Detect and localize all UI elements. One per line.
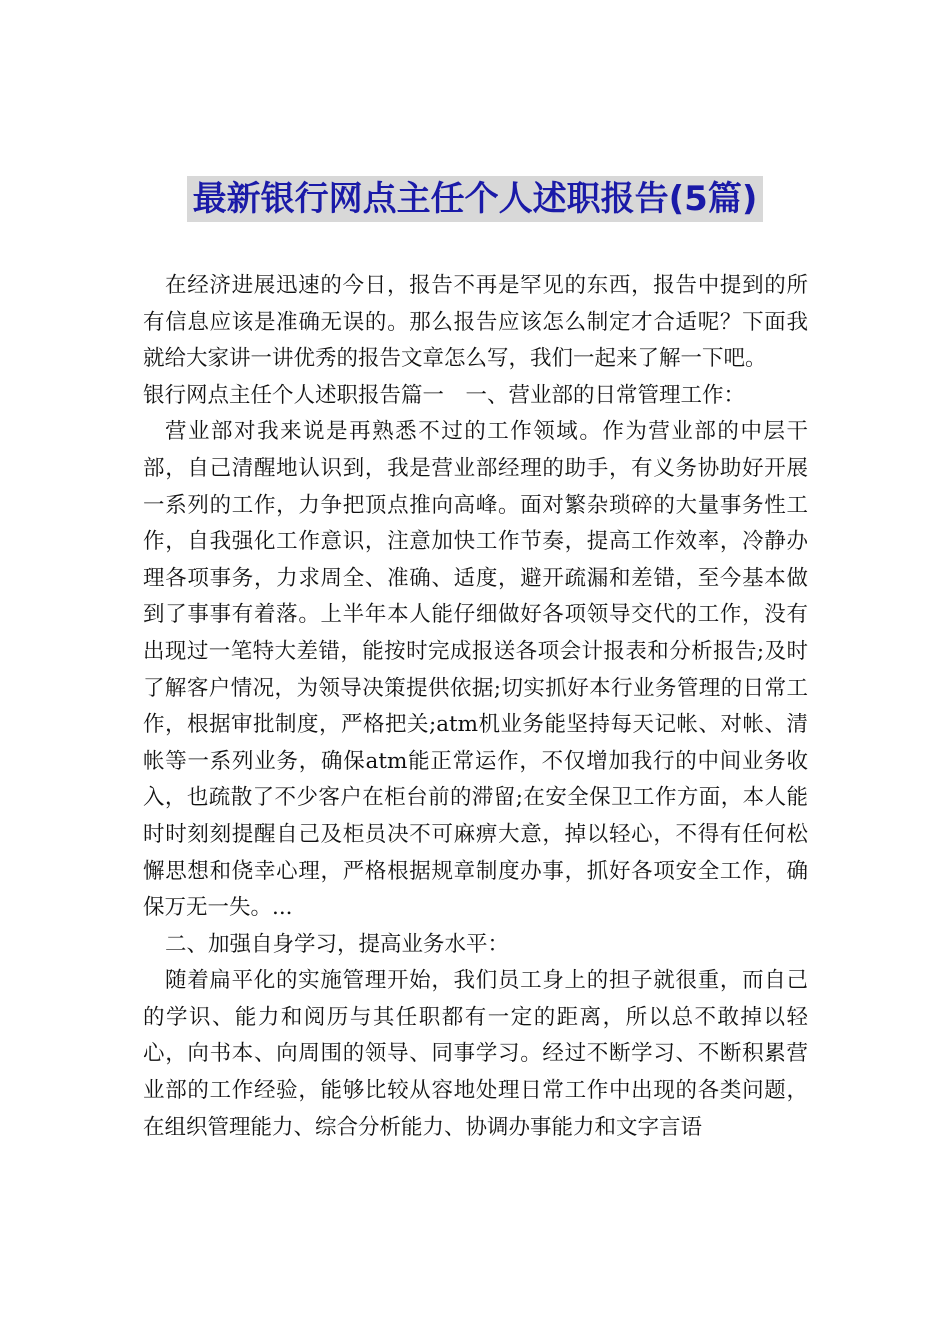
document-title: 最新银行网点主任个人述职报告(5篇) [187, 176, 764, 222]
section-heading-2: 二、加强自身学习，提高业务水平： [165, 931, 510, 957]
body-paragraph-2: 随着扁平化的实施管理开始，我们员工身上的担子就很重，而自己的学识、能力和阅历与其任职都有一定的距离，所以总不敢掉以轻心，向书本、向周围的领导、同事学习。经过不断学习、不断积累营业部的工作经验，能够比较从容地处理日常工作中出现的各类问题，在组织管理能力、综合分析能力、协调办事能力和文字言语 [143, 968, 808, 1140]
section-heading-1: 银行网点主任个人述职报告篇一 一、营业部的日常管理工作： [143, 382, 746, 408]
intro-paragraph: 在经济进展迅速的今日，报告不再是罕见的东西，报告中提到的所有信息应该是准确无误的。那么报告应该怎么制定才合适呢？下面我就给大家讲一讲优秀的报告文章怎么写，我们一起来了解一下吧。 [143, 273, 808, 372]
body-paragraph-1: 营业部对我来说是再熟悉不过的工作领域。作为营业部的中层干部，自己清醒地认识到，我是营业部经理的助手，有义务协助好开展一系列的工作，力争把顶点推向高峰。面对繁杂琐碎的大量事务性工作，自我强化工作意识，注意加快工作节奏，提高工作效率，冷静办理各项事务，力求周全、准确、适度，避开疏漏和差错，至今基本做到了事事有着落。上半年本人能仔细做好各项领导交代的工作，没有出现过一笔特大差错，能按时完成报送各项会计报表和分析报告;及时了解客户情况，为领导决策提供依据;切实抓好本行业务管理的日常工作，根据审批制度，严格把关;atm机业务能坚持每天记帐、对帐、清帐等一系列业务，确保atm能正常运作，不仅增加我行的中间业务收入，也疏散了不少客户在柜台前的滞留;在安全保卫工作方面，本人能时时刻刻提醒自己及柜员决不可麻痹大意，掉以轻心，不得有任何松懈思想和侥幸心理，严格根据规章制度办事，抓好各项安全工作，确保万无一失。... [143, 419, 808, 921]
document-body [143, 268, 808, 1146]
title-area [0, 176, 950, 222]
